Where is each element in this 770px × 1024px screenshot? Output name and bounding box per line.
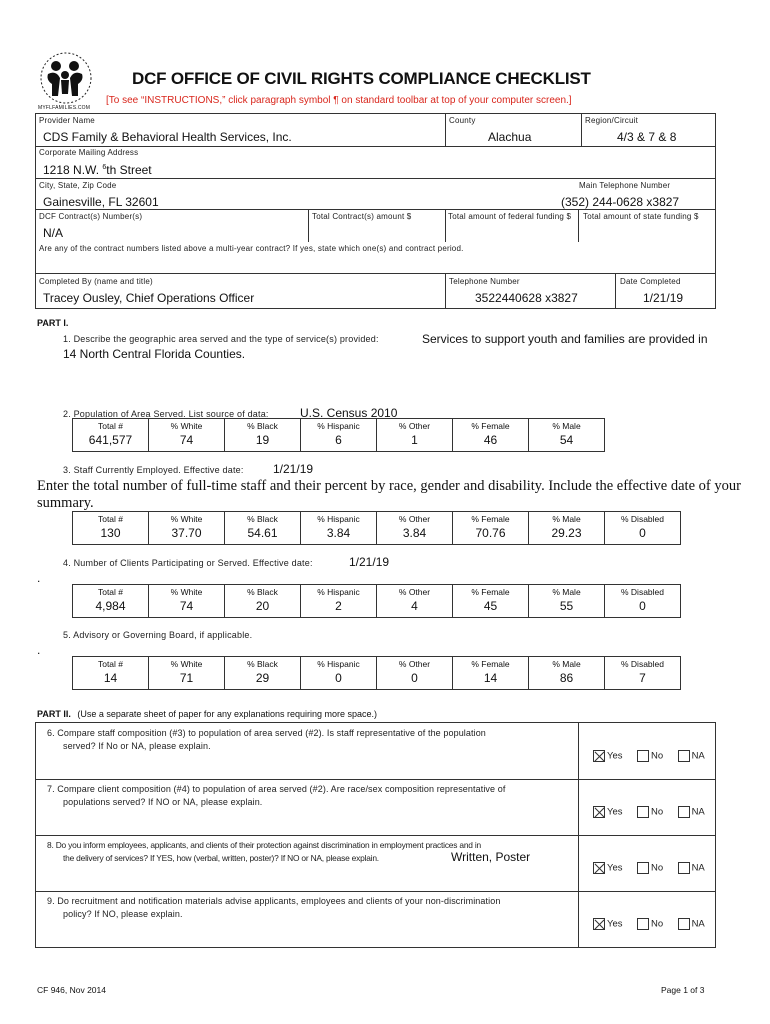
- q4-date[interactable]: 1/21/19: [349, 555, 390, 569]
- board-cell[interactable]: 86: [529, 671, 605, 690]
- staff-header: % Male: [529, 512, 605, 526]
- q6-text-line1: 6. Compare staff composition (#3) to population of area served (#2). Is staff representative of the population: [47, 728, 486, 738]
- q9-no-checkbox[interactable]: [637, 918, 649, 930]
- q9-na-checkbox[interactable]: [678, 918, 690, 930]
- logo-text: MYFLFAMILIES.COM: [38, 105, 91, 111]
- population-header: % Male: [529, 419, 605, 433]
- completed-by-label: Completed By (name and title): [39, 277, 153, 286]
- clients-header: % Hispanic: [301, 585, 377, 599]
- federal-funding-label: Total amount of federal funding $: [448, 212, 572, 221]
- population-header: % Other: [377, 419, 453, 433]
- page-number: Page 1 of 3: [661, 985, 705, 995]
- population-cell[interactable]: 1: [377, 433, 453, 452]
- board-header: % Disabled: [605, 657, 681, 671]
- clients-table: [72, 584, 681, 618]
- city-label: City, State, Zip Code: [39, 181, 117, 190]
- q8-na-checkbox[interactable]: [678, 862, 690, 874]
- clients-cell[interactable]: 4: [377, 599, 453, 618]
- staff-header: Total #: [73, 512, 149, 526]
- region-field[interactable]: 4/3 & 7 & 8: [617, 130, 677, 144]
- staff-cell[interactable]: 54.61: [225, 526, 301, 545]
- q6-na-checkbox[interactable]: [678, 750, 690, 762]
- q9-options: Yes No NA: [593, 914, 705, 932]
- board-header: % White: [149, 657, 225, 671]
- staff-cell[interactable]: 3.84: [377, 526, 453, 545]
- completed-by-field[interactable]: Tracey Ousley, Chief Operations Officer: [43, 291, 255, 305]
- clients-header: % Black: [225, 585, 301, 599]
- form-id: CF 946, Nov 2014: [37, 985, 106, 995]
- board-cell[interactable]: 0: [301, 671, 377, 690]
- family-logo-icon: [30, 50, 102, 112]
- q8-text-line2: the delivery of services? If YES, how (verbal, written, poster)? If NO or NA, please explain.: [63, 853, 379, 863]
- staff-cell[interactable]: 37.70: [149, 526, 225, 545]
- board-cell[interactable]: 71: [149, 671, 225, 690]
- multiyear-question: Are any of the contract numbers listed above a multi-year contract? If yes, state which one(s) and contract period.: [39, 244, 464, 253]
- date-completed-label: Date Completed: [620, 277, 681, 286]
- q8-answer[interactable]: Written, Poster: [451, 850, 531, 864]
- q9-text-line2: policy? If NO, please explain.: [63, 909, 183, 919]
- board-table: [72, 656, 681, 690]
- q4-label: 4. Number of Clients Participating or Served. Effective date:: [63, 558, 313, 568]
- q7-options: Yes No NA: [593, 802, 705, 820]
- clients-header: % White: [149, 585, 225, 599]
- telephone-label: Telephone Number: [449, 277, 520, 286]
- q6-yes-checkbox[interactable]: [593, 750, 605, 762]
- q6-options: Yes No NA: [593, 746, 705, 764]
- population-cell[interactable]: 641,577: [73, 433, 149, 452]
- clients-cell[interactable]: 55: [529, 599, 605, 618]
- dcf-logo: [30, 50, 102, 112]
- date-completed-field[interactable]: 1/21/19: [643, 291, 684, 305]
- q3-date[interactable]: 1/21/19: [273, 462, 314, 476]
- clients-cell[interactable]: 74: [149, 599, 225, 618]
- population-table: [72, 418, 605, 452]
- main-phone-label: Main Telephone Number: [579, 181, 671, 190]
- clients-cell[interactable]: 2: [301, 599, 377, 618]
- q1-answer-line1[interactable]: Services to support youth and families are provided in: [422, 332, 708, 346]
- board-cell[interactable]: 14: [453, 671, 529, 690]
- board-cell[interactable]: 7: [605, 671, 681, 690]
- clients-cell[interactable]: 20: [225, 599, 301, 618]
- q7-no-checkbox[interactable]: [637, 806, 649, 818]
- q2-source[interactable]: U.S. Census 2010: [300, 406, 398, 420]
- population-header: % Female: [453, 419, 529, 433]
- staff-header: % Disabled: [605, 512, 681, 526]
- population-header: % Black: [225, 419, 301, 433]
- q7-na-checkbox[interactable]: [678, 806, 690, 818]
- clients-header: Total #: [73, 585, 149, 599]
- clients-cell[interactable]: 0: [605, 599, 681, 618]
- q2-label: 2. Population of Area Served. List source of data:: [63, 409, 269, 419]
- q9-text-line1: 9. Do recruitment and notification materials advise applicants, employees and clients of your non-discrimination: [47, 896, 501, 906]
- board-cell[interactable]: 29: [225, 671, 301, 690]
- staff-cell[interactable]: 130: [73, 526, 149, 545]
- clients-header: % Other: [377, 585, 453, 599]
- county-label: County: [449, 116, 476, 125]
- clients-header: % Male: [529, 585, 605, 599]
- population-cell[interactable]: 19: [225, 433, 301, 452]
- q7-text-line2: populations served? If NO or NA, please explain.: [63, 797, 263, 807]
- part2-note: (Use a separate sheet of paper for any explanations requiring more space.): [77, 709, 378, 719]
- board-header: % Female: [453, 657, 529, 671]
- board-header: % Male: [529, 657, 605, 671]
- staff-cell[interactable]: 70.76: [453, 526, 529, 545]
- part2-heading: PART II. (Use a separate sheet of paper for any explanations requiring more space.): [37, 709, 378, 719]
- population-cell[interactable]: 54: [529, 433, 605, 452]
- contract-number-field[interactable]: N/A: [43, 226, 64, 240]
- board-header: Total #: [73, 657, 149, 671]
- staff-header: % Hispanic: [301, 512, 377, 526]
- board-header: % Black: [225, 657, 301, 671]
- city-field[interactable]: Gainesville, FL 32601: [43, 195, 159, 209]
- q1-label: 1. Describe the geographic area served and the type of service(s) provided:: [63, 334, 379, 344]
- q7-yes-checkbox[interactable]: [593, 806, 605, 818]
- population-cell[interactable]: 74: [149, 433, 225, 452]
- q6-no-checkbox[interactable]: [637, 750, 649, 762]
- board-header: % Other: [377, 657, 453, 671]
- population-header: % White: [149, 419, 225, 433]
- q8-yes-checkbox[interactable]: [593, 862, 605, 874]
- staff-table: [72, 511, 681, 545]
- q4-dot: .: [37, 571, 41, 585]
- board-cell[interactable]: 0: [377, 671, 453, 690]
- contract-number-label: DCF Contract(s) Number(s): [39, 212, 143, 221]
- address-label: Corporate Mailing Address: [39, 148, 139, 157]
- clients-header: % Disabled: [605, 585, 681, 599]
- q8-options: Yes No NA: [593, 858, 705, 876]
- q3-label: 3. Staff Currently Employed. Effective date:: [63, 465, 244, 475]
- q3-note: Enter the total number of full-time staff and their percent by race, gender and disability. Include the effective date of your summary.: [37, 478, 741, 511]
- q9-yes-checkbox[interactable]: [593, 918, 605, 930]
- contract-amount-label: Total Contract(s) amount $: [312, 212, 412, 221]
- q5-label: 5. Advisory or Governing Board, if applicable.: [63, 630, 253, 640]
- page-title: DCF OFFICE OF CIVIL RIGHTS COMPLIANCE CHECKLIST: [132, 69, 591, 88]
- part1-heading: PART I.: [37, 318, 69, 328]
- staff-cell[interactable]: 3.84: [301, 526, 377, 545]
- q8-no-checkbox[interactable]: [637, 862, 649, 874]
- clients-header: % Female: [453, 585, 529, 599]
- population-cell[interactable]: 46: [453, 433, 529, 452]
- region-label: Region/Circuit: [585, 116, 639, 125]
- provider-name-field[interactable]: CDS Family & Behavioral Health Services, Inc.: [43, 130, 292, 144]
- clients-cell[interactable]: 4,984: [73, 599, 149, 618]
- staff-header: % Black: [225, 512, 301, 526]
- population-cell[interactable]: 6: [301, 433, 377, 452]
- main-phone-field[interactable]: (352) 244-0628 x3827: [561, 195, 680, 209]
- staff-header: % White: [149, 512, 225, 526]
- state-funding-label: Total amount of state funding $: [583, 212, 699, 221]
- board-header: % Hispanic: [301, 657, 377, 671]
- staff-cell[interactable]: 29.23: [529, 526, 605, 545]
- county-field[interactable]: Alachua: [488, 130, 532, 144]
- staff-header: % Female: [453, 512, 529, 526]
- clients-cell[interactable]: 45: [453, 599, 529, 618]
- provider-name-label: Provider Name: [39, 116, 95, 125]
- q6-text-line2: served? If No or NA, please explain.: [63, 741, 211, 751]
- instructions-note: [To see “INSTRUCTIONS,” click paragraph symbol ¶ on standard toolbar at top of your computer screen.]: [106, 95, 572, 106]
- address-field[interactable]: 1218 N.W. $^6$th Street: [43, 163, 152, 177]
- population-header: % Hispanic: [301, 419, 377, 433]
- population-header: Total #: [73, 419, 149, 433]
- staff-cell[interactable]: 0: [605, 526, 681, 545]
- q1-answer-line2[interactable]: 14 North Central Florida Counties.: [63, 347, 246, 361]
- board-cell[interactable]: 14: [73, 671, 149, 690]
- q5-dot: .: [37, 643, 41, 657]
- staff-header: % Other: [377, 512, 453, 526]
- telephone-field[interactable]: 3522440628 x3827: [475, 291, 578, 305]
- q7-text-line1: 7. Compare client composition (#4) to population of area served (#2). Are race/sex composition representative of: [47, 784, 506, 794]
- q8-text-line1: 8. Do you inform employees, applicants, and clients of their protection against discrimination in employment practices and in: [47, 840, 481, 850]
